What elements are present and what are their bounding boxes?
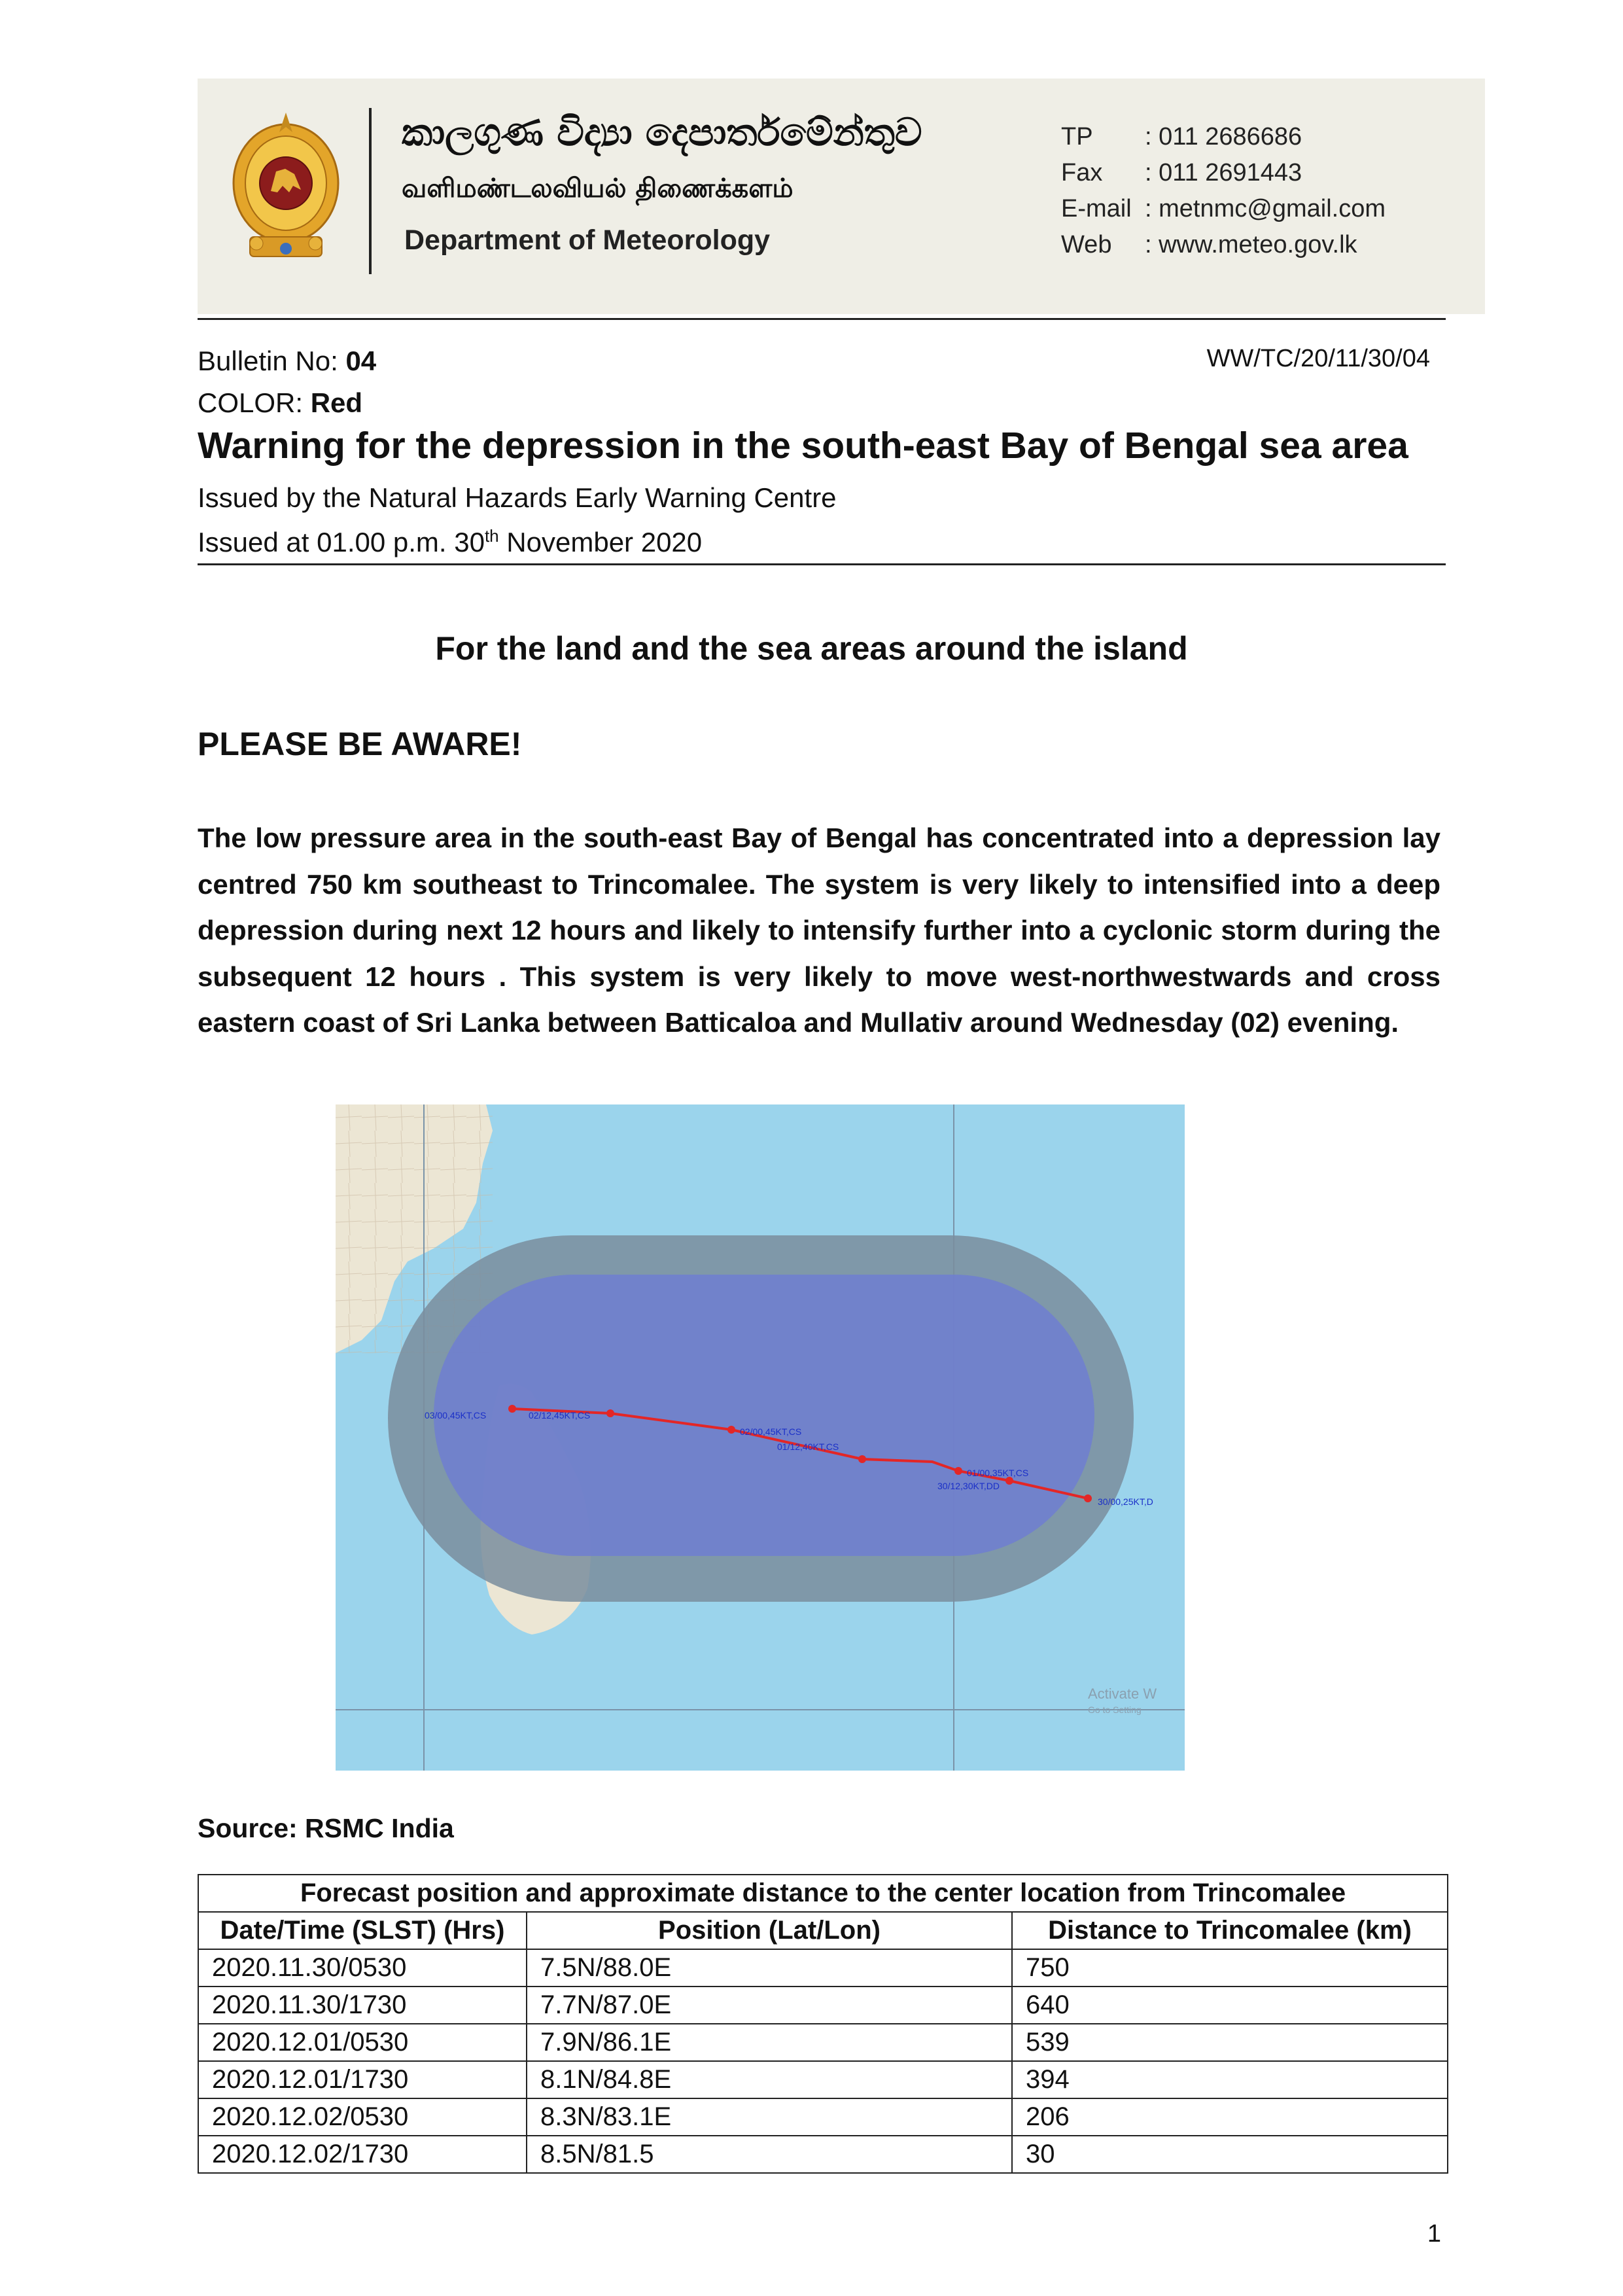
section-heading: For the land and the sea areas around the island: [435, 630, 1188, 667]
track-label: 30/00,25KT,D: [1098, 1496, 1153, 1507]
table-cell: 8.3N/83.1E: [527, 2098, 1012, 2136]
track-label: 01/12,40KT,CS: [777, 1441, 839, 1452]
track-label: 02/12,45KT,CS: [529, 1410, 591, 1421]
table-row: [198, 2136, 1448, 2173]
alert-heading: PLEASE BE AWARE!: [198, 726, 522, 762]
contact-row-email: [1061, 191, 1386, 227]
table-cell: 7.9N/86.1E: [527, 2024, 1012, 2061]
table-cell: 7.7N/87.0E: [527, 1987, 1012, 2024]
table-cell: 2020.11.30/1730: [198, 1987, 527, 2024]
contact-value: : 011 2686686: [1145, 123, 1302, 150]
contact-value: : metnmc@gmail.com: [1145, 195, 1386, 222]
contact-label: Fax: [1061, 159, 1103, 186]
contact-value: : 011 2691443: [1145, 159, 1302, 186]
table-cell: 2020.12.01/1730: [198, 2061, 527, 2098]
issued-at-month: November 2020: [498, 527, 703, 557]
table-row: [198, 1949, 1448, 1987]
watermark-text: Go to Setting: [1088, 1704, 1142, 1715]
contact-label: Web: [1061, 231, 1112, 258]
header-divider: [369, 108, 372, 274]
track-point: [508, 1405, 516, 1413]
table-row: [198, 1987, 1448, 2024]
track-point: [858, 1455, 866, 1463]
table-cell: 8.1N/84.8E: [527, 2061, 1012, 2098]
table-row: [198, 2098, 1448, 2136]
bulletin-number: [198, 340, 376, 382]
table-row: [198, 2061, 1448, 2098]
contact-label: TP: [1061, 123, 1093, 150]
forecast-table: [198, 1874, 1448, 2174]
sri-lanka-emblem-icon: [230, 106, 341, 270]
bulletin-color: [198, 382, 362, 424]
department-name-english: Department of Meteorology: [404, 224, 771, 256]
table-header-row: [198, 1912, 1448, 1949]
table-cell: 640: [1012, 1987, 1448, 2024]
table-caption-row: [198, 1875, 1448, 1912]
column-header: Date/Time (SLST) (Hrs): [198, 1912, 527, 1949]
contact-row-fax: [1061, 155, 1386, 191]
table-cell: 539: [1012, 2024, 1448, 2061]
issued-at: [198, 517, 702, 561]
department-name-sinhala: කාලගුණ විද්‍යා දෙපාර්තමේන්තුව: [402, 110, 922, 154]
contact-row-web: [1061, 227, 1386, 263]
contact-label: E-mail: [1061, 195, 1132, 222]
page-number: 1: [1427, 2220, 1441, 2248]
bulletin-color-label: COLOR:: [198, 387, 311, 418]
table-cell: 30: [1012, 2136, 1448, 2173]
track-point: [727, 1426, 735, 1434]
bulletin-number-label: Bulletin No:: [198, 345, 346, 376]
track-label: 30/12,30KT,DD: [937, 1481, 1000, 1491]
issued-at-superscript: th: [484, 526, 499, 546]
track-point: [954, 1467, 962, 1475]
table-cell: 2020.12.02/0530: [198, 2098, 527, 2136]
contact-row-phone: [1061, 119, 1386, 155]
track-label: 03/00,45KT,CS: [425, 1410, 487, 1421]
map-source: Source: RSMC India: [198, 1813, 454, 1843]
column-header: Position (Lat/Lon): [527, 1912, 1012, 1949]
page-title: Warning for the depression in the south-east Bay of Bengal sea area: [198, 425, 1408, 467]
warning-body: The low pressure area in the south-east Bay of Bengal has concentrated into a depression lay centred 750 km southeast to Trincomalee. The system is very likely to intensified into a deep depression during next 12 hours and likely to intensify further into a cyclonic storm during the subsequent 12 hours . This system is very likely to move west-northwestwards and cross eastern coast of Sri Lanka between Batticaloa and Mullativ around Wednesday (02) evening.: [198, 822, 1440, 1038]
department-name-tamil: வளிமண்டலவியல் திணைக்களம்: [402, 173, 794, 203]
track-label: 01/00,35KT,CS: [967, 1468, 1029, 1478]
bulletin-number-value: 04: [345, 345, 377, 376]
column-header: Distance to Trincomalee (km): [1012, 1912, 1448, 1949]
issued-at-text: Issued at 01.00 p.m. 30: [198, 527, 485, 557]
table-cell: 2020.11.30/0530: [198, 1949, 527, 1987]
header-rule: [198, 318, 1446, 320]
table-cell: 2020.12.02/1730: [198, 2136, 527, 2173]
title-rule: [198, 563, 1446, 565]
table-cell: 7.5N/88.0E: [527, 1949, 1012, 1987]
table-caption: Forecast position and approximate distance to the center location from Trincomalee: [198, 1875, 1448, 1912]
bulletin-reference: WW/TC/20/11/30/04: [1206, 345, 1430, 372]
table-cell: 8.5N/81.5: [527, 2136, 1012, 2173]
track-label: 02/00,45KT,CS: [740, 1426, 802, 1437]
contact-block: [1061, 119, 1386, 263]
track-point: [606, 1409, 614, 1417]
table-cell: 2020.12.01/0530: [198, 2024, 527, 2061]
track-point: [1084, 1494, 1092, 1502]
table-cell: 394: [1012, 2061, 1448, 2098]
cyclone-track-map: [336, 1104, 1185, 1771]
contact-value: : www.meteo.gov.lk: [1145, 231, 1357, 258]
bulletin-color-value: Red: [310, 387, 363, 418]
table-row: [198, 2024, 1448, 2061]
issued-by: Issued by the Natural Hazards Early Warning Centre: [198, 482, 837, 513]
table-cell: 750: [1012, 1949, 1448, 1987]
watermark-text: Activate W: [1088, 1686, 1157, 1702]
table-cell: 206: [1012, 2098, 1448, 2136]
